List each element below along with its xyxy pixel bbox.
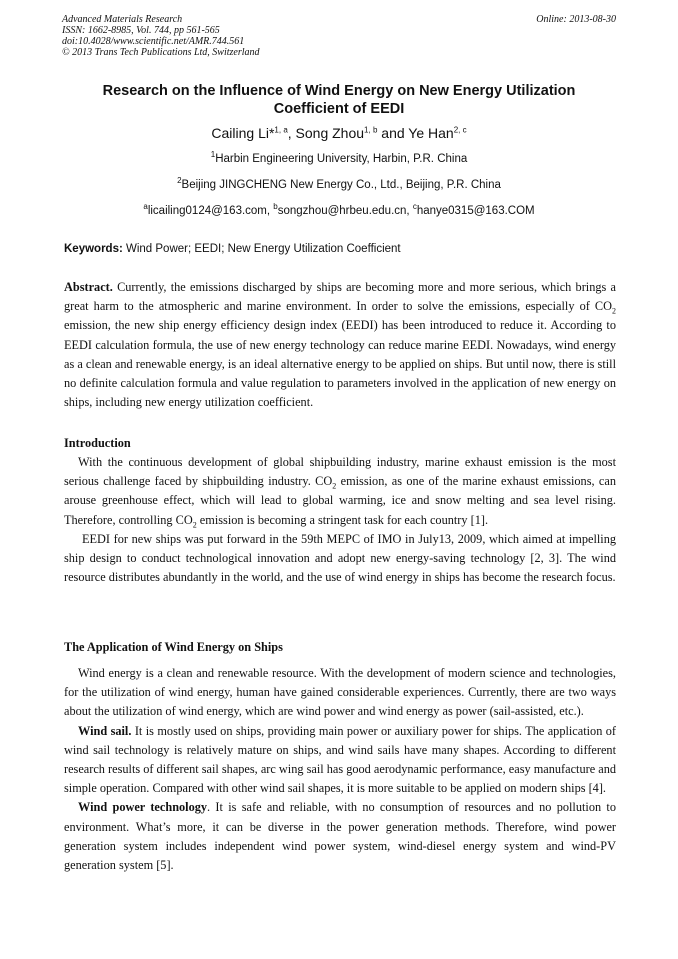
abstract-text: emission, the new ship energy efficiency design index (EEDI) has been introduced to reduce it. According to EEDI calculation formula, the use of new energy technology can reduce marine EEDI. Nowadays, wind energy as a clean and renewable energy, is an ideal alternative energy to be applied on ships. But until now, there is still no definite calculation formula and value regulation to parameters involved in the application of new energy on ships, including new energy utilization coefficient. bbox=[64, 318, 616, 410]
subscript: 2 bbox=[192, 520, 197, 530]
author-affiliation-mark: 1, b bbox=[364, 125, 378, 135]
paragraph-text: With the continuous development of global shipbuilding industry, marine exhaust emission is the most serious challenge faced by shipbuilding industry. CO bbox=[64, 455, 616, 489]
paragraph-text: emission is becoming a stringent task for each country [1]. bbox=[196, 512, 489, 527]
title-line-1: Research on the Influence of Wind Energy on New Energy Utilization bbox=[102, 83, 576, 99]
author-separator: , bbox=[287, 125, 296, 141]
email-mark: c bbox=[412, 202, 417, 212]
corresponding-mark: * bbox=[268, 125, 275, 141]
online-date: Online: 2013-08-30 bbox=[536, 14, 616, 25]
journal-copyright: © 2013 Trans Tech Publications Ltd, Switzerland bbox=[62, 47, 260, 58]
paragraph-text: It is mostly used on ships, providing main power or auxiliary power for ships. The application of wind sail technology is relatively mature on ships, and wind sails have many shapes. According to different research results of different sail shapes, arc wing sail has good aerodynamic performance, easy manufacture and simple operation. Compared with other wind sail shapes, it is more suitable to be applied on modern ships [4]. bbox=[64, 723, 616, 796]
paragraph-text: . It is safe and reliable, with no consumption of resources and no pollution to environment. What’s more, it can be diverse in the power generation methods. Therefore, wind power generation system includes independent wind power system, wind-diesel energy system and wind-PV generation system [5]. bbox=[64, 800, 616, 873]
author-name: Ye Han bbox=[408, 125, 454, 141]
subscript: 2 bbox=[612, 306, 616, 316]
paragraph bbox=[64, 798, 616, 875]
paragraph: Wind energy is a clean and renewable resource. With the development of modern science and technologies, for the utilization of wind energy, human have gained considerable experiences. Currently, there are two ways about the utilization of wind energy, which are wind power and wind energy as power (sail-assisted, etc.). bbox=[64, 666, 616, 719]
affiliation bbox=[62, 178, 616, 192]
journal-issn: ISSN: 1662-8985, Vol. 744, pp 561-565 bbox=[62, 25, 220, 36]
affiliation bbox=[62, 152, 616, 166]
email-link[interactable]: licailing0124@163.com, bbox=[147, 205, 274, 217]
email-mark: a bbox=[143, 202, 148, 212]
abstract-paragraph bbox=[64, 278, 616, 412]
author-list bbox=[62, 124, 616, 142]
email-link[interactable]: songzhou@hrbeu.edu.cn, bbox=[277, 205, 413, 217]
affiliation-text: Beijing JINGCHENG New Energy Co., Ltd., Beijing, P.R. China bbox=[181, 179, 501, 191]
affiliation-mark: 1 bbox=[210, 150, 216, 160]
subscript: 2 bbox=[332, 481, 337, 491]
keywords-label: Keywords: bbox=[64, 243, 123, 255]
paragraph-text: emission, as one of the marine exhaust emissions, can arouse greenhouse effect, which will lead to global warming, ice and snow melting and sea level rising. Therefore, controlling CO bbox=[64, 474, 616, 527]
author-affiliation-mark: 1, a bbox=[274, 125, 288, 135]
abstract-label: Abstract. bbox=[64, 280, 113, 294]
email-list bbox=[62, 204, 616, 218]
introduction-section bbox=[64, 453, 616, 587]
paragraph bbox=[64, 722, 616, 799]
paragraph-label: Wind sail. bbox=[78, 723, 132, 738]
application-section bbox=[64, 664, 616, 875]
affiliation-mark: 2 bbox=[177, 176, 182, 186]
author-separator: and bbox=[377, 125, 409, 141]
author-name: Cailing Li bbox=[211, 125, 269, 141]
author-affiliation-mark: 2, c bbox=[453, 125, 467, 135]
title-line-2: Coefficient of EEDI bbox=[273, 101, 405, 117]
section-heading-application: The Application of Wind Energy on Ships bbox=[64, 640, 283, 654]
paragraph: EEDI for new ships was put forward in the 59th MEPC of IMO in July13, 2009, which aimed at impelling ship design to conduct technological innovation and adopt new energy-saving technology [2, 3]. The wind resource distributes abundantly in the world, and the use of wind energy in ships has become the research focus. bbox=[64, 531, 616, 585]
email-link[interactable]: hanye0315@163.COM bbox=[416, 205, 535, 217]
section-heading-introduction: Introduction bbox=[64, 436, 131, 450]
journal-masthead bbox=[62, 14, 616, 58]
keywords-text: Wind Power; EEDI; New Energy Utilization Coefficient bbox=[122, 243, 401, 255]
journal-doi: doi:10.4028/www.scientific.net/AMR.744.561 bbox=[62, 36, 245, 47]
email-mark: b bbox=[273, 202, 278, 212]
author-name: Song Zhou bbox=[295, 125, 365, 141]
paper-title bbox=[62, 82, 616, 118]
abstract-text: Currently, the emissions discharged by ships are becoming more and more serious, which brings a great harm to the atmospheric and marine environment. In order to solve the emissions, especially of CO bbox=[64, 280, 616, 314]
abstract bbox=[64, 278, 616, 412]
journal-name: Advanced Materials Research bbox=[62, 14, 183, 25]
paragraph-label: Wind power technology bbox=[78, 800, 208, 815]
affiliation-text: Harbin Engineering University, Harbin, P.R. China bbox=[215, 153, 468, 165]
keywords bbox=[64, 242, 616, 256]
paragraph bbox=[64, 453, 616, 530]
